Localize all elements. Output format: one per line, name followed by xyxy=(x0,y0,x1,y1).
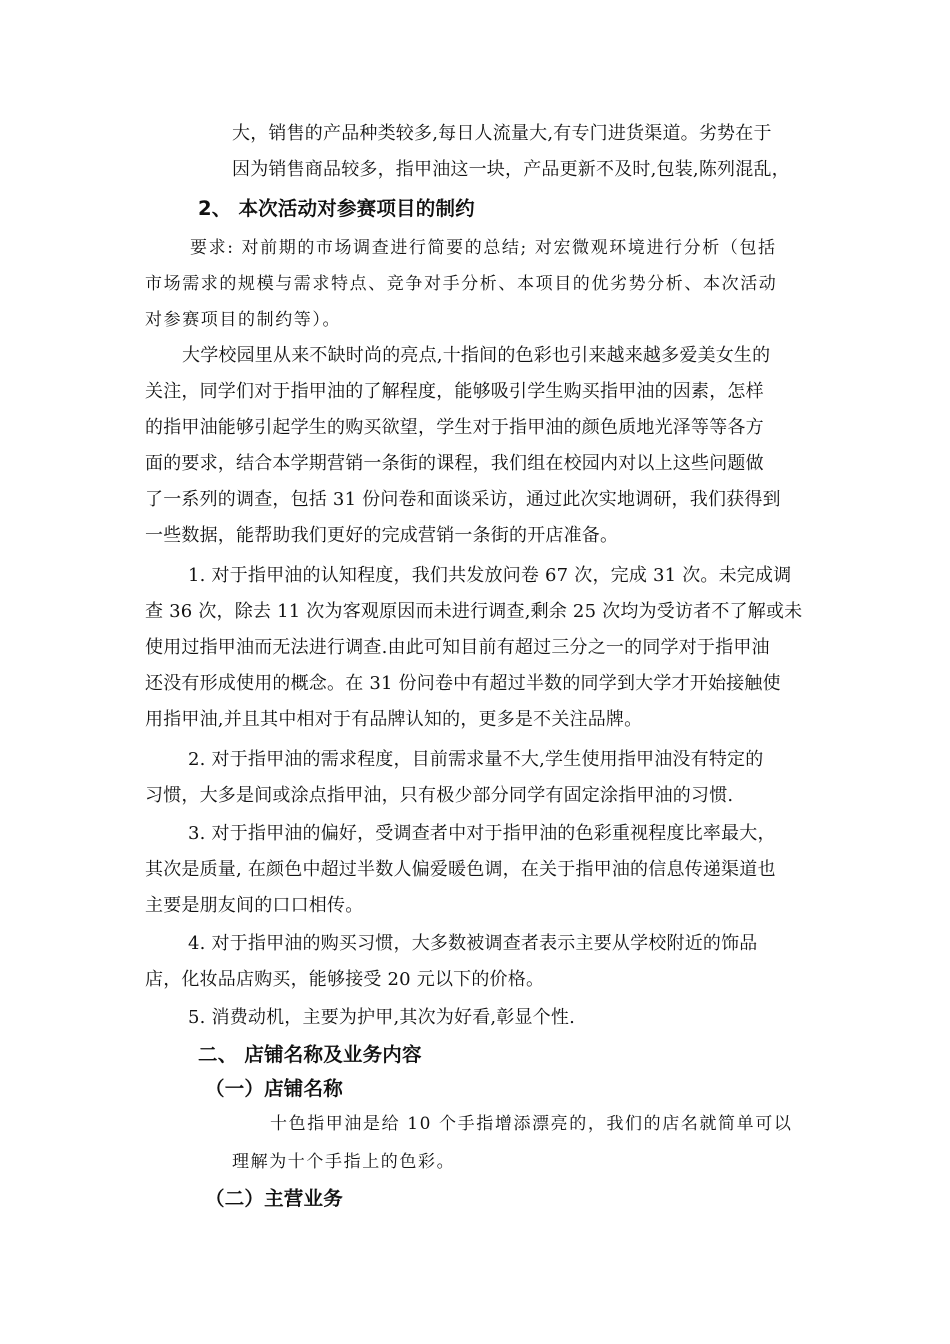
requirement-line-1: 要求: 对前期的市场调查进行简要的总结; 对宏微观环境进行分析（包括 xyxy=(190,238,777,258)
finding-3-line-2: 其次是质量, 在颜色中超过半数人偏爱暖色调，在关于指甲油的信息传递渠道也 xyxy=(145,859,776,880)
intro-line-1: 大，销售的产品种类较多,每日人流量大,有专门进货渠道。劣势在于 xyxy=(232,123,772,144)
sub-2-heading: （二）主营业务 xyxy=(205,1187,343,1210)
finding-4-line-1: 4. 对于指甲油的购买习惯，大多数被调查者表示主要从学校附近的饰品 xyxy=(188,933,758,954)
body-line-4: 面的要求，结合本学期营销一条街的课程，我们组在校园内对以上这些问题做 xyxy=(145,453,764,474)
sub-1-line-2: 理解为十个手指上的色彩。 xyxy=(232,1152,456,1172)
sub-1-line-1: 十色指甲油是给 10 个手指增添漂亮的，我们的店名就简单可以 xyxy=(270,1114,793,1134)
finding-1-line-2: 查 36 次，除去 11 次为客观原因而未进行调查,剩余 25 次均为受访者不了解或未 xyxy=(145,601,803,622)
finding-3-line-3: 主要是朋友间的口口相传。 xyxy=(145,895,364,916)
finding-5-line-1: 5. 消费动机，主要为护甲,其次为好看,彰显个性. xyxy=(188,1007,576,1028)
finding-1-line-4: 还没有形成使用的概念。在 31 份问卷中有超过半数的同学到大学才开始接触使 xyxy=(145,673,781,694)
body-line-3: 的指甲油能够引起学生的购买欲望，学生对于指甲油的颜色质地光泽等等各方 xyxy=(145,417,764,438)
finding-2-line-2: 习惯，大多是间或涂点指甲油，只有极少部分同学有固定涂指甲油的习惯. xyxy=(145,785,734,806)
body-line-2: 关注，同学们对于指甲油的了解程度，能够吸引学生购买指甲油的因素，怎样 xyxy=(145,381,764,402)
requirement-line-3: 对参赛项目的制约等）。 xyxy=(145,310,342,330)
finding-2-line-1: 2. 对于指甲油的需求程度，目前需求量不大,学生使用指甲油没有特定的 xyxy=(188,749,764,770)
finding-3-line-1: 3. 对于指甲油的偏好，受调查者中对于指甲油的色彩重视程度比率最大， xyxy=(188,823,776,844)
body-line-1: 大学校园里从来不缺时尚的亮点,十指间的色彩也引来越来越多爱美女生的 xyxy=(182,345,771,366)
body-line-6: 一些数据，能帮助我们更好的完成营销一条街的开店准备。 xyxy=(145,525,619,546)
body-line-5: 了一系列的调查，包括 31 份问卷和面谈采访，通过此次实地调研，我们获得到 xyxy=(145,489,781,510)
intro-line-2: 因为销售商品较多，指甲油这一块，产品更新不及时,包装,陈列混乱， xyxy=(232,159,790,180)
finding-4-line-2: 店，化妆品店购买，能够接受 20 元以下的价格。 xyxy=(145,969,545,990)
section-2-heading: 2、 本次活动对参赛项目的制约 xyxy=(198,197,475,220)
finding-1-line-3: 使用过指甲油而无法进行调查.由此可知目前有超过三分之一的同学对于指甲油 xyxy=(145,637,770,658)
sub-1-heading: （一）店铺名称 xyxy=(205,1077,343,1100)
requirement-line-2: 市场需求的规模与需求特点、竞争对手分析、本项目的优劣势分析、本次活动 xyxy=(145,274,778,294)
finding-1-line-1: 1. 对于指甲油的认知程度，我们共发放问卷 67 次，完成 31 次。未完成调 xyxy=(188,565,792,586)
finding-1-line-5: 用指甲油,并且其中相对于有品牌认知的，更多是不关注品牌。 xyxy=(145,709,643,730)
part-2-heading: 二、 店铺名称及业务内容 xyxy=(198,1043,422,1066)
